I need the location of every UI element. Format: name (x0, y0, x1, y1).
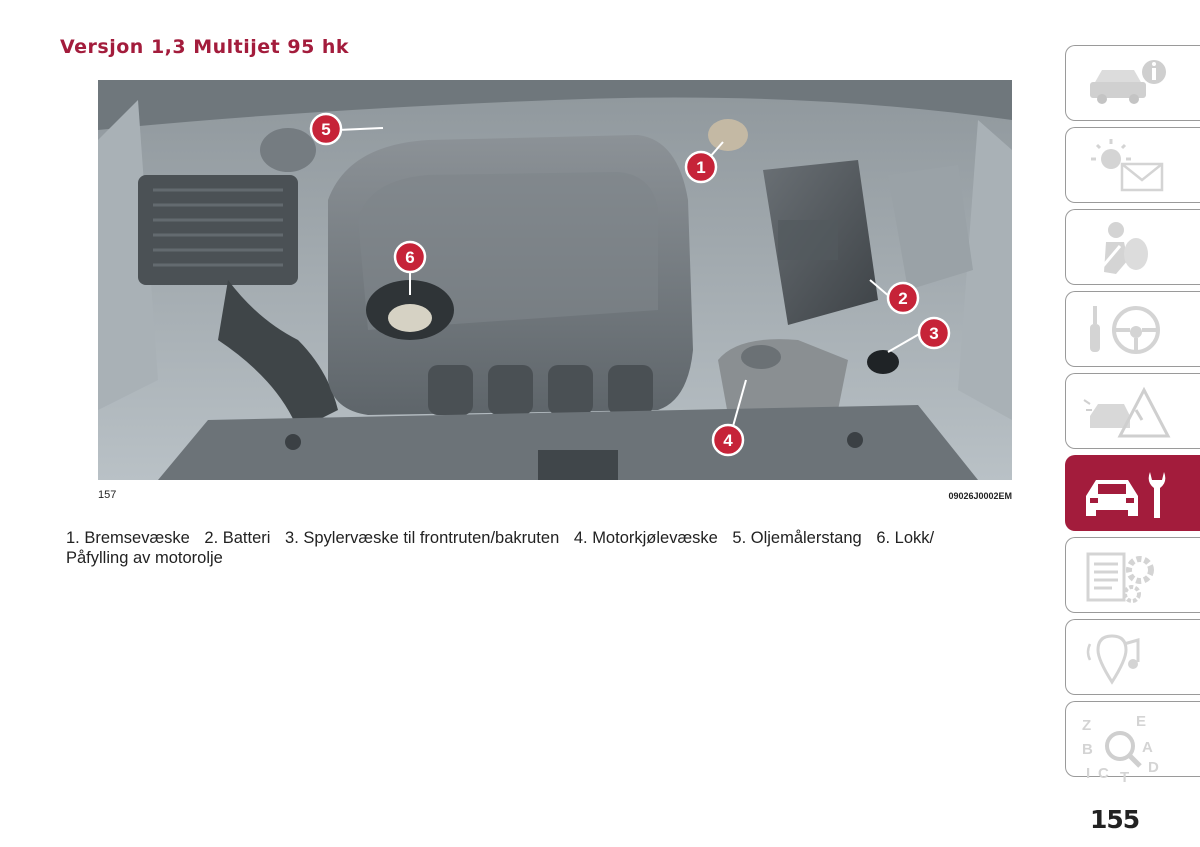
figure-code: 09026J0002EM (948, 491, 1012, 501)
caption-item-battery: 2. Batteri (204, 529, 271, 547)
svg-text:Z: Z (1082, 717, 1092, 734)
callout-3 (919, 318, 949, 348)
callout-2 (888, 283, 918, 313)
figure-number: 157 (98, 489, 117, 501)
tab-safety[interactable] (1065, 209, 1200, 285)
svg-text:D: D (1148, 759, 1159, 776)
callout-1 (686, 152, 716, 182)
alphabetical-index-icon (1076, 708, 1186, 788)
svg-text:A: A (1142, 739, 1153, 756)
engine-bay-illustration (98, 80, 1012, 480)
svg-text:T: T (1120, 769, 1130, 786)
tab-multimedia[interactable] (1065, 619, 1200, 695)
caption-item-dipstick: 5. Oljemålerstang (732, 529, 862, 547)
svg-text:B: B (1082, 741, 1093, 758)
section-heading: Versjon 1,3 Multijet 95 hk (60, 36, 350, 58)
car-wrench-icon (1076, 462, 1186, 526)
tab-index[interactable] (1065, 701, 1200, 786)
caption-item-brake-fluid: 1. Bremsevæske (66, 529, 190, 547)
tab-car-info[interactable] (1065, 45, 1200, 121)
callout-5 (311, 114, 341, 144)
svg-text:C: C (1098, 765, 1109, 782)
emergency-car-icon (1076, 380, 1186, 444)
caption-item-oil-cap: 6. Lokk/ (876, 529, 935, 547)
svg-text:1: 1 (696, 158, 706, 177)
caption-item-washer-fluid: 3. Spylervæske til frontruten/bakruten (285, 529, 560, 547)
car-info-icon (1076, 52, 1186, 116)
svg-text:2: 2 (898, 289, 908, 308)
tab-emergency[interactable] (1065, 373, 1200, 449)
airbag-seat-icon (1076, 216, 1186, 280)
warning-light-message-icon (1076, 134, 1186, 198)
tab-warning-lights[interactable] (1065, 127, 1200, 203)
key-steering-wheel-icon (1076, 298, 1186, 362)
page-number: 155 (1090, 805, 1140, 834)
tab-starting-driving[interactable] (1065, 291, 1200, 367)
callout-4 (713, 425, 743, 455)
callout-6 (395, 242, 425, 272)
svg-text:4: 4 (723, 431, 733, 450)
multimedia-icon (1076, 626, 1186, 690)
tab-technical-data[interactable] (1065, 537, 1200, 613)
svg-text:5: 5 (321, 120, 331, 139)
svg-text:E: E (1136, 713, 1147, 730)
svg-text:I: I (1086, 765, 1091, 782)
engine-bay-figure (98, 80, 1012, 480)
caption-item-coolant: 4. Motorkjølevæske (573, 529, 718, 547)
specifications-gear-icon (1076, 544, 1186, 608)
svg-text:6: 6 (405, 248, 415, 267)
figure-caption (66, 528, 1016, 568)
tab-maintenance[interactable] (1065, 455, 1200, 531)
svg-text:3: 3 (929, 324, 939, 343)
caption-continuation: Påfylling av motorolje (66, 549, 223, 567)
